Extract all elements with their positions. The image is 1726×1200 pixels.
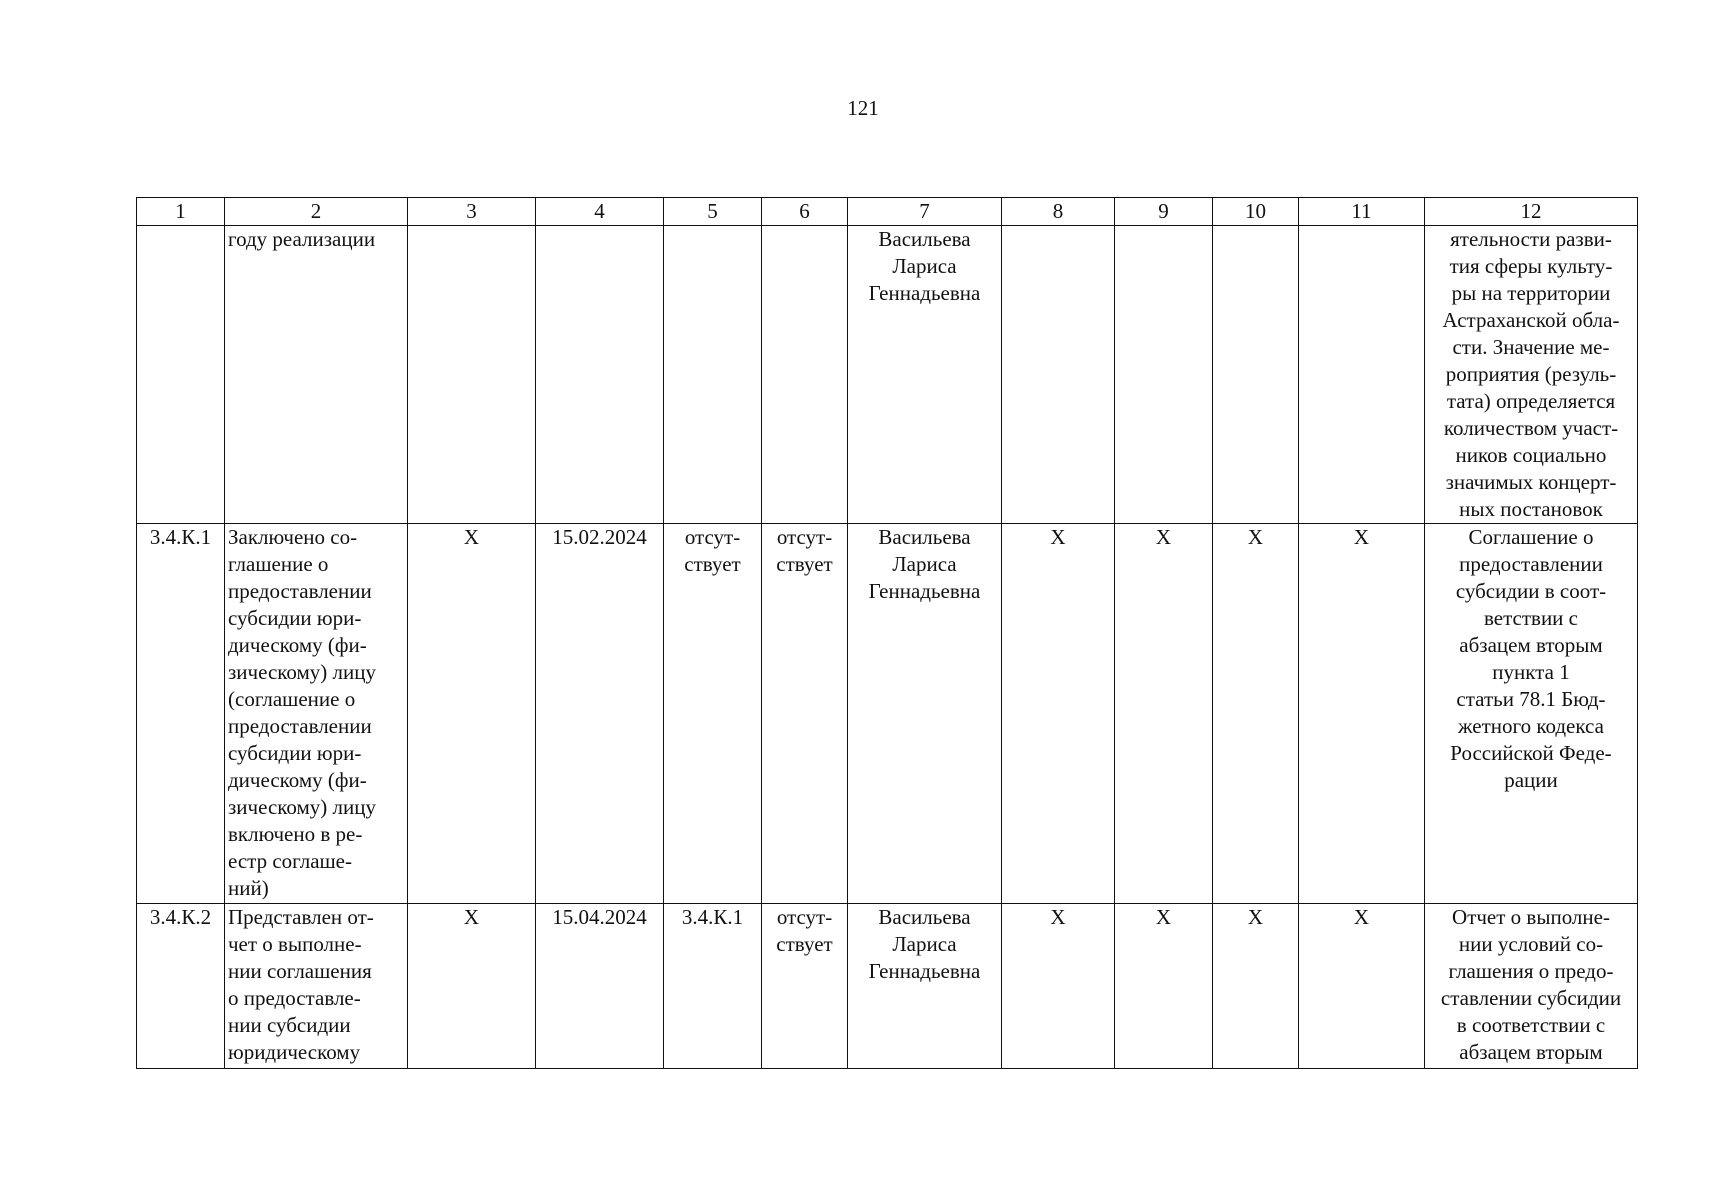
column-number: 5 — [664, 198, 762, 226]
cell-col11 — [1299, 226, 1425, 524]
cell-date: 15.02.2024 — [536, 524, 664, 904]
cell-result: ятельности разви- тия сферы культу- ры на территории Астраханской обла- сти. Значение ме- роприятия (резуль- тата) определяется количеством участ- ников социально значимых концерт- ных постановок — [1425, 226, 1638, 524]
column-number-row — [137, 198, 1638, 226]
cell-responsible: Васильева Лариса Геннадьевна — [848, 226, 1002, 524]
column-number: 1 — [137, 198, 225, 226]
cell-responsible: Васильева Лариса Геннадьевна — [848, 524, 1002, 904]
cell-col6: отсут- ствует — [762, 524, 848, 904]
page-number: 121 — [847, 96, 879, 120]
cell-date: 15.04.2024 — [536, 904, 664, 1069]
table-row — [137, 904, 1638, 1069]
column-number: 12 — [1425, 198, 1638, 226]
cell-col8: X — [1002, 524, 1115, 904]
cell-code — [137, 226, 225, 524]
cell-col10 — [1213, 226, 1299, 524]
cell-col6: отсут- ствует — [762, 904, 848, 1069]
cell-col9: X — [1115, 524, 1213, 904]
cell-col3: X — [408, 904, 536, 1069]
cell-col9 — [1115, 226, 1213, 524]
column-number: 11 — [1299, 198, 1425, 226]
cell-result: Соглашение о предоставлении субсидии в соот- ветствии с абзацем вторым пункта 1 статьи 78.1 Бюд- жетного кодекса Российской Феде- рации — [1425, 524, 1638, 904]
cell-col11: X — [1299, 904, 1425, 1069]
cell-predecessor — [664, 226, 762, 524]
cell-description: Представлен от- чет о выполне- нии соглашения о предоставле- нии субсидии юридическому — [225, 904, 408, 1069]
cell-col10: X — [1213, 904, 1299, 1069]
column-number: 10 — [1213, 198, 1299, 226]
cell-col9: X — [1115, 904, 1213, 1069]
column-number: 7 — [848, 198, 1002, 226]
cell-responsible: Васильева Лариса Геннадьевна — [848, 904, 1002, 1069]
column-number: 4 — [536, 198, 664, 226]
cell-code: 3.4.К.2 — [137, 904, 225, 1069]
column-number: 2 — [225, 198, 408, 226]
cell-description: Заключено со- глашение о предоставлении субсидии юри- дическому (фи- зическому) лицу (соглашение о предоставлении субсидии юри- дическому (фи- зическому) лицу включено в ре- естр соглаше- ний) — [225, 524, 408, 904]
cell-predecessor: отсут- ствует — [664, 524, 762, 904]
column-number: 8 — [1002, 198, 1115, 226]
cell-code: 3.4.К.1 — [137, 524, 225, 904]
plan-table — [136, 197, 1638, 1069]
cell-col6 — [762, 226, 848, 524]
table-row — [137, 524, 1638, 904]
column-number: 9 — [1115, 198, 1213, 226]
cell-col11: X — [1299, 524, 1425, 904]
table-row — [137, 226, 1638, 524]
cell-col10: X — [1213, 524, 1299, 904]
cell-col3 — [408, 226, 536, 524]
cell-col3: X — [408, 524, 536, 904]
cell-result: Отчет о выполне- нии условий со- глашения о предо- ставлении субсидии в соответствии с абзацем вторым — [1425, 904, 1638, 1069]
column-number: 3 — [408, 198, 536, 226]
cell-col8 — [1002, 226, 1115, 524]
cell-predecessor: 3.4.К.1 — [664, 904, 762, 1069]
cell-description: году реализации — [225, 226, 408, 524]
cell-col8: X — [1002, 904, 1115, 1069]
column-number: 6 — [762, 198, 848, 226]
cell-date — [536, 226, 664, 524]
